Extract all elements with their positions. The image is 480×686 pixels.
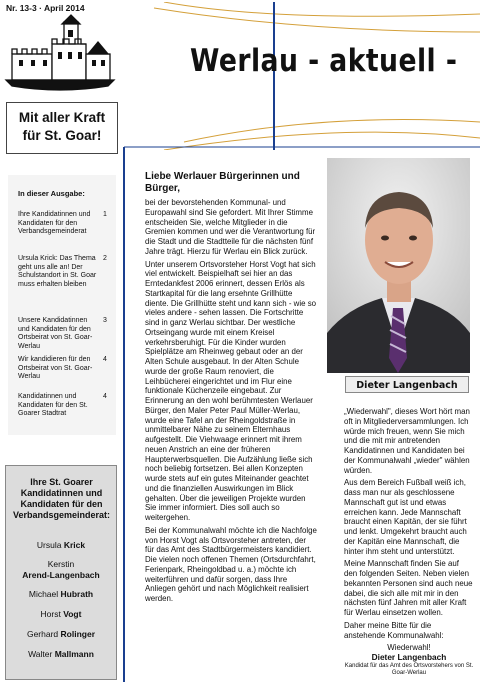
toc-item-4[interactable]: Wir kandidieren für den Ortsbeirat von St. Goar-Werlau <box>18 356 93 381</box>
slogan-line-2: für St. Goar! <box>22 128 102 143</box>
toc-item-3[interactable]: Unsere Kandidatinnen und Kandidaten für den Ortsbeirat von St. Goar-Werlau <box>18 317 93 350</box>
closing-line: Wiederwahl! <box>387 643 431 653</box>
toc-page-3: 3 <box>103 317 107 324</box>
column-divider <box>123 147 125 682</box>
signature-role: Kandidat für das Amt des Ortsvorstehers von St. Goar-Werlau <box>344 662 474 677</box>
article-column-2 <box>344 407 474 678</box>
article-heading: Liebe Werlauer Bürgerinnen und Bürger, <box>145 171 300 194</box>
portrait-photo <box>327 158 470 373</box>
portrait-illustration <box>327 158 470 373</box>
candidate-4: Horst Vogt <box>40 609 82 619</box>
candidate-5: Gerhard Rolinger <box>26 629 96 639</box>
signature-name: Dieter Langenbach <box>371 652 447 662</box>
paragraph: bei der bevorstehenden Kommunal- und Europawahl sind Sie gefordert. Mit Ihrer Stimme entscheiden Sie, welche Mitglieder in die Gremien kommen und wer die Verantwortung für die Stadt und die Stadtteile für die nächsten fünf Jahre trägt. Hierzu für Werlau ein Blick zurück. <box>145 198 316 256</box>
toc-page-1: 1 <box>103 211 107 218</box>
toc-page-4: 4 <box>103 356 107 363</box>
candidate-1: Ursula Krick <box>36 540 86 550</box>
masthead-title: Werlau - aktuell - <box>190 43 458 79</box>
toc-title: In dieser Ausgabe: <box>18 189 85 198</box>
candidates-heading: Ihre St. Goarer Kandidatinnen und Kandidaten für den Verbandsgemeinderat: <box>12 477 111 520</box>
toc-item-5[interactable]: Kandidatinnen und Kandidaten für den St. Goarer Stadtrat <box>18 393 88 418</box>
slogan-line-1: Mit aller Kraft <box>18 110 106 125</box>
paragraph: Aus dem Bereich Fußball weiß ich, dass man nur als geschlossene Mannschaft gut ist und etwas erreichen kann. Jede Mannschaft braucht einen Kapitän, der sie führt und lenkt. Umgekehrt braucht auch der Kapitän eine Mannschaft, die hinter ihm steht und unterstützt. <box>344 478 467 556</box>
toc-page-5: 4 <box>103 393 107 400</box>
candidate-2: Kerstin Arend-Langenbach <box>22 559 100 580</box>
paragraph: Bei der Kommunalwahl möchte ich die Nachfolge von Horst Vogt als Ortsvorsteher antreten, der für das Amt des Stadtbürgermeisters kandidiert. Die vielen noch offenen Themen (Ortsdurchfahrt, Ferienpark, Rheingoldbad u. a.) möchte ich weiterführen und dafür sorgen, dass Ihre Anliegen gehört und nach Möglichkeit realisiert werden. <box>145 525 317 603</box>
photo-caption: Dieter Langenbach <box>345 376 469 393</box>
candidate-3: Michael Hubrath <box>28 589 94 599</box>
toc-page-2: 2 <box>103 255 107 262</box>
toc-item-2[interactable]: Ursula Krick: Das Thema geht uns alle an! Der Schulstandort in St. Goar muss erhalten bleiben <box>18 255 97 288</box>
issue-label: Nr. 13-3 · April 2014 <box>6 3 85 13</box>
paragraph: Unter unserem Ortsvorsteher Horst Vogt hat sich viel entwickelt. Beispielhaft sei hier an das Erntedankfest 2006 erinnert, dessen Erlös als Startkapital für die lang ersehnte Grillhütte diente. Die Grillhütte steht und kann sich - wie so vieles andere - sehen lassen. Die Fortschritte sind in ganz Werlau sichtbar. Der westliche Ortseingang wurde mit einem Kreisel verkehrsberuhigt. Für die Kinder wurden Spielplätze am Rheinweg gebaut oder an der Alten Schule ausgebaut. In der Alten Schule wurde der große Raum renoviert, die Leihbücherei eingerichtet und im Flur eine funktionale Küchenzeile eingebaut. Zur Erinnerung an den wohl berühmtesten Werlauer Bürger, den Maler Peter Paul Müller-Werlau, wurde eine Tafel an der Rheingoldstraße in unmittelbarer Nähe zu seinem Elternhaus aufgestellt. Die Viehwaage erinnert mit ihrem neuen Anstrich an eine der früheren Haupterwerbsquellen. Die Aufzählung ließe sich noch beliebig fortsetzen. Bei allen Konzepten wurde stets auf ein gutes Miteinander geachtet und die finanziellen Auswirkungen im Blick gehalten. Über die jeweiligen Projekte wurden Sie immer informiert. Dies soll auch so weitergehen. <box>145 259 317 522</box>
castle-logo <box>4 14 116 94</box>
toc-item-1[interactable]: Ihre Kandidatinnen und Kandidaten für den Verbandsgemeinderat <box>18 211 91 236</box>
paragraph: Daher meine Bitte für die anstehende Kommunalwahl: <box>344 620 444 640</box>
candidate-6: Walter Mallmann <box>28 649 94 659</box>
slogan-box <box>6 102 118 154</box>
paragraph: Meine Mannschaft finden Sie auf den folgenden Seiten. Neben vielen bekannten Personen sind auch neue dabei, die sich alle mit mir in den nächsten fünf Jahren mit aller Kraft für Werlau einsetzen wollen. <box>344 559 473 617</box>
article-column-1 <box>145 198 317 607</box>
paragraph: „Wiederwahl", dieses Wort hört man oft in Mitgliederversammlungen. Ich würde mich freuen, wenn Sie mich und die mit mir antretenden Kandidatinnen und Kandidaten bei der Kommunalwahl „wieder" wählen würden. <box>344 407 470 475</box>
